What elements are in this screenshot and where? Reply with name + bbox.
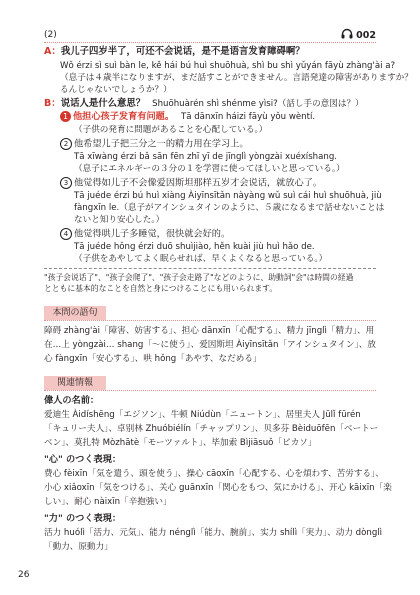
speaker-a-japanese-2: るんじゃないでしょうか？）: [60, 85, 172, 95]
option-4-chinese: 他觉得哄儿子多睡觉，很快就会好的。: [74, 228, 231, 240]
option-1: [60, 111, 376, 123]
names-title: 偉人の名前：: [44, 395, 100, 406]
xin-line-3: しい」、耐心 nàixīn「辛抱強い」: [44, 497, 172, 507]
option-3-chinese: 他觉得如儿子不会像爱因斯坦那样五岁才会说话，就放心了。: [74, 177, 323, 189]
note-divider: [44, 268, 376, 269]
vocab-line-2: 在…上 yòngzài… shang「～に使う」、爱因斯坦 Àiyīnsītǎn「アインシュタイン」、放: [44, 340, 376, 350]
option-4: [60, 228, 376, 241]
option-2-pinyin: Tā xīwàng érzi bǎ sān fēn zhī yī de jīnglì yòngzài xuéxíshang.: [74, 152, 338, 162]
speaker-a-chinese: 我儿子四岁半了，可还不会说话，是不是语言发育障碍啊？: [60, 46, 305, 57]
option-1-marker: 1: [60, 111, 71, 122]
li-line-2: 「動力、原動力」: [44, 542, 113, 552]
related-heading: 関連情報: [44, 376, 106, 390]
names-line-1: 爱迪生 Àidíshēng「エジソン」、牛顿 Niúdùn「ニュートン」、居里夫人 Jūlǐ fūrén: [44, 410, 361, 420]
option-3: [60, 177, 376, 190]
headphones-icon: [341, 28, 353, 39]
speaker-a-pinyin: Wǒ érzi sì suì bàn le, kě hái bú huì shuōhuà, shì bu shì yǔyán fāyù zhàng'ài a?: [60, 61, 396, 71]
option-3-japanese: ないと知り安心した。）: [74, 215, 165, 225]
speaker-b-pinyin: Shuōhuàrén shì shénme yìsi?（話し手の意図は？）: [152, 99, 364, 109]
option-3-marker: 3: [60, 177, 72, 189]
section-number: (2): [44, 30, 57, 40]
speaker-b-label: B：: [44, 98, 61, 109]
speaker-a-label: A：: [44, 46, 61, 57]
vocab-rule: [44, 320, 376, 321]
vocab-line-1: 障碍 zhàng'ài「障害、妨害する」、担心 dānxīn「心配する」、精力 jīnglì「精力」、用: [44, 326, 375, 336]
speaker-b-chinese: 说话人是什么意思？: [60, 98, 146, 109]
option-4-pinyin: Tā juéde hǒng érzi duō shuìjiào, hěn kuài jiù huì hǎo de.: [74, 242, 315, 252]
option-1-chinese: 他担心孩子发育有问题。: [73, 111, 175, 122]
related-rule: [44, 390, 376, 391]
page-number: 26: [18, 570, 30, 580]
option-3-pinyin-1: Tā juéde érzi bú huì xiàng Àiyīnsītǎn nàyàng wǔ suì cái huì shuōhuà, jiù: [74, 191, 382, 201]
option-4-marker: 4: [60, 228, 72, 240]
option-1-pinyin: Tā dānxīn háizi fāyù yǒu wèntí.: [180, 112, 316, 122]
header-rule: [44, 42, 376, 43]
li-line-1: 活力 huólì「活力、元気」、能力 nénglì「能力、腕前」、实力 shílì「実力」、动力 dònglì: [44, 528, 383, 538]
names-line-3: ベン」、莫扎特 Mòzhātè「モーツァルト」、毕加索 Bìjiāsuǒ「ピカソ」: [44, 438, 317, 448]
option-2-chinese: 他希望儿子把三分之一的精力用在学习上。: [74, 138, 249, 150]
speaker-b-line: [44, 98, 376, 110]
option-1-japanese: （子供の発育に問題があることを心配している。）: [74, 125, 268, 135]
xin-title: "心" のつく表現：: [44, 454, 122, 465]
audio-track: [341, 28, 376, 41]
vocab-heading: 本問の語句: [44, 306, 106, 320]
option-2-japanese: （息子にエネルギーの３分の１を学習に使ってほしいと思っている。）: [74, 164, 345, 174]
option-3-pinyin-2: fàngxīn le.（息子がアインシュタインのように、５歳になるまで話せないことは: [74, 203, 385, 213]
xin-line-1: 费心 fèixīn「気を遣う、頭を使う」、操心 cāoxīn「心配する、心を煩わす、苦労する」、: [44, 469, 384, 479]
xin-line-2: 小心 xiǎoxīn「気をつける」、关心 guānxīn「関心をもつ、気にかける」、开心 kāixīn「楽: [44, 483, 392, 493]
track-number: 002: [356, 30, 376, 41]
option-2-marker: 2: [60, 138, 72, 150]
li-title: "力" のつく表現：: [44, 513, 122, 524]
note-line-1: "孩子会说话了"、"孩子会爬了"、"孩子会走路了"などのように、助動詞"会"は時間の経過: [44, 273, 354, 282]
vocab-line-3: 心 fàngxīn「安心する」、哄 hǒng「あやす、なだめる」: [44, 354, 262, 364]
speaker-a-line: [44, 46, 376, 58]
note-line-2: とともに基本的なことを自然と身につけることにも用いられます。: [44, 284, 278, 293]
speaker-a-japanese-1: （息子は４歳半になりますが、まだ話すことができません。言語発達の障害がありますか？: [60, 73, 413, 83]
names-line-2: 「キュリー夫人」、卓别林 Zhuóbiélín「チャップリン」、贝多芬 Bèiduōfēn「ベートー: [44, 424, 379, 434]
option-4-japanese: （子供をあやしてよく眠らせれば、早くよくなると思っている。）: [74, 254, 328, 264]
option-2: [60, 138, 376, 151]
